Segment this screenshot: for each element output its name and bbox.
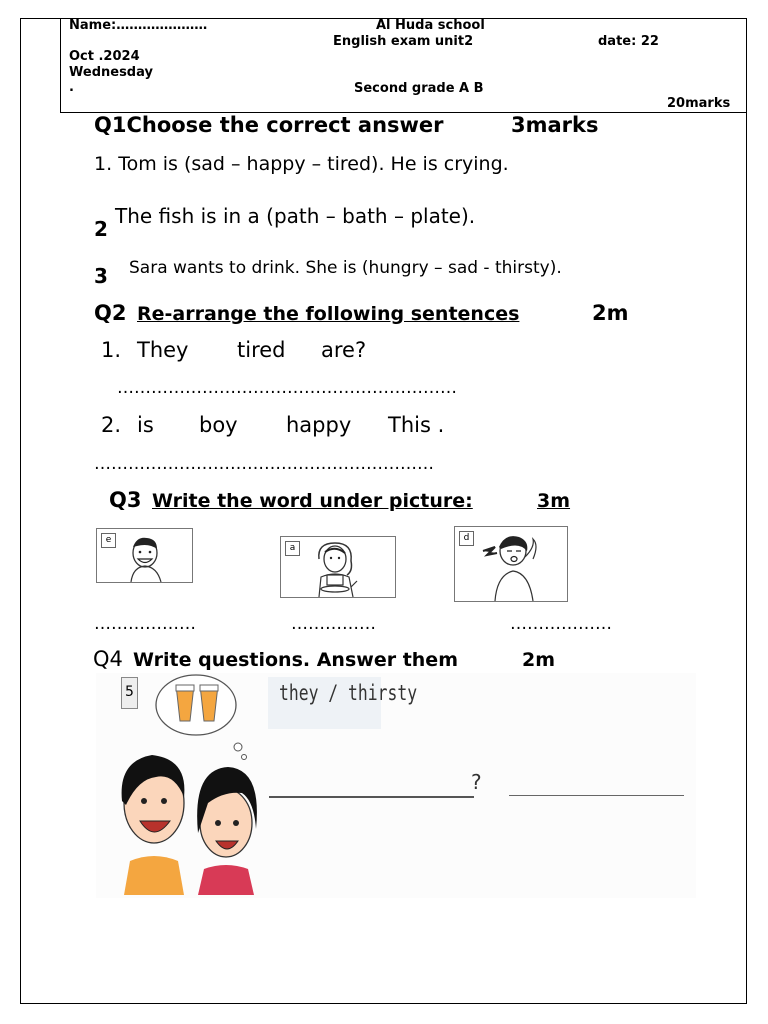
q2-item-num: 2. bbox=[101, 413, 122, 437]
picture-tag: e bbox=[101, 533, 116, 548]
q3-label: Q3 bbox=[109, 488, 142, 512]
q1-item-text: The fish is in a (path – bath – plate). bbox=[115, 204, 476, 228]
picture-tag: d bbox=[459, 531, 474, 546]
day-dot: . bbox=[69, 80, 74, 95]
q2-word: They bbox=[137, 338, 189, 362]
q1-item-num: 3 bbox=[94, 264, 108, 288]
q2-marks: 2m bbox=[592, 301, 629, 325]
q3-title: Write the word under picture: bbox=[152, 490, 473, 512]
q2-label: Q2 bbox=[94, 301, 127, 325]
answer-line[interactable] bbox=[509, 795, 684, 796]
q2-word: are? bbox=[321, 338, 367, 362]
q2-word: is bbox=[137, 413, 154, 437]
q1-item-num: 1. bbox=[94, 153, 113, 175]
date-label: date: 22 bbox=[598, 34, 659, 49]
answer-line[interactable]: …………………………………………………… bbox=[94, 454, 434, 474]
q1-item-num: 2 bbox=[94, 217, 108, 241]
q2-word: happy bbox=[286, 413, 352, 437]
q1-item-text: Sara wants to drink. She is (hungry – sad - thirsty). bbox=[129, 258, 562, 278]
q4-title: Write questions. Answer them bbox=[133, 649, 458, 671]
thirsty-kids-icon bbox=[96, 673, 266, 895]
q2-word: boy bbox=[199, 413, 238, 437]
school-name: Al Huda school bbox=[376, 18, 485, 33]
picture-card bbox=[280, 536, 396, 598]
girl-eating-icon bbox=[281, 537, 395, 597]
answer-line[interactable]: …………… bbox=[291, 614, 376, 634]
picture-card bbox=[454, 526, 568, 602]
date-value: Oct .2024 bbox=[69, 49, 140, 64]
q1-item-text: Tom is (sad – happy – tired). He is crying. bbox=[118, 153, 509, 175]
exam-title: English exam unit2 bbox=[333, 34, 474, 49]
q4-label: Q4 bbox=[93, 647, 123, 671]
q4-prompt: they / thirsty bbox=[279, 681, 418, 705]
grade-label: Second grade A B bbox=[354, 81, 484, 96]
q4-marks: 2m bbox=[522, 649, 556, 671]
smiling-boy-icon bbox=[97, 529, 192, 582]
q4-number-tag: 5 bbox=[121, 677, 138, 709]
question-line[interactable] bbox=[269, 796, 474, 798]
q2-item-num: 1. bbox=[101, 338, 122, 362]
q3-marks: 3m bbox=[537, 490, 571, 512]
q2-title: Re-arrange the following sentences bbox=[137, 303, 520, 325]
picture-tag: a bbox=[285, 541, 300, 556]
q2-word: This . bbox=[388, 413, 445, 437]
answer-line[interactable]: …………………………………………………… bbox=[117, 378, 457, 398]
picture-card bbox=[96, 528, 193, 583]
question-mark: ? bbox=[471, 770, 482, 794]
tired-girl-icon bbox=[455, 527, 567, 601]
q1-item-1 bbox=[94, 153, 509, 175]
q2-word: tired bbox=[237, 338, 286, 362]
answer-line[interactable]: ……………… bbox=[94, 614, 196, 634]
answer-line[interactable]: ……………… bbox=[510, 614, 612, 634]
day-label: Wednesday bbox=[69, 65, 153, 80]
name-field: Name:………………… bbox=[69, 18, 208, 33]
total-marks: 20marks bbox=[667, 96, 731, 111]
q1-title: Q1Choose the correct answer bbox=[94, 113, 444, 137]
q1-marks: 3marks bbox=[511, 113, 599, 137]
